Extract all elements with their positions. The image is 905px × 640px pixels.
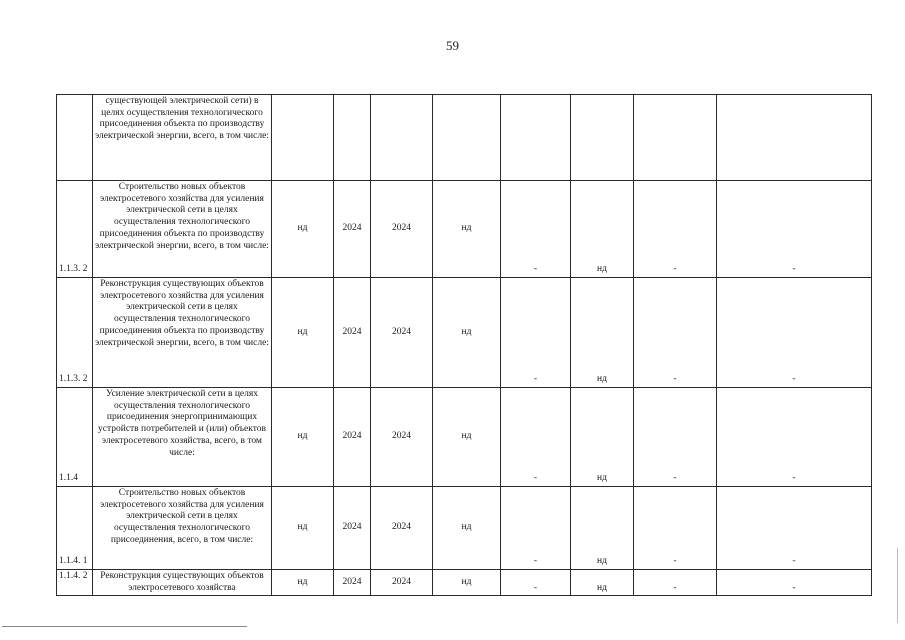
- cell-value: нд: [571, 278, 634, 388]
- table-row: [57, 95, 872, 181]
- cell-value: [717, 95, 872, 181]
- row-number: 1.1.4. 2: [57, 570, 93, 596]
- cell-value: нд: [433, 181, 501, 278]
- cell-value: -: [634, 388, 717, 487]
- cell-value: [634, 95, 717, 181]
- cell-value: -: [501, 570, 571, 596]
- table-row: [57, 181, 872, 278]
- cell-value: -: [717, 181, 872, 278]
- cell-value: нд: [272, 278, 334, 388]
- cell-value: -: [501, 388, 571, 487]
- cell-start-year: 2024: [334, 388, 371, 487]
- scan-edge-line: [897, 548, 898, 623]
- cell-start-year: 2024: [334, 181, 371, 278]
- cell-value: нд: [272, 181, 334, 278]
- row-number: [57, 95, 93, 181]
- cell-value: -: [717, 278, 872, 388]
- cell-value: нд: [272, 570, 334, 596]
- table-row: [57, 278, 872, 388]
- cell-value: -: [501, 278, 571, 388]
- cell-value: -: [634, 278, 717, 388]
- row-description: Строительство новых объектов электросетевого хозяйства для усиления электрической сети в целях осуществления технологического присоединения, всего, в том числе:: [93, 487, 272, 570]
- cell-start-year: 2024: [334, 487, 371, 570]
- cell-end-year: 2024: [371, 487, 433, 570]
- row-number: 1.1.3. 2: [57, 181, 93, 278]
- investment-table: [56, 94, 872, 596]
- cell-value: нд: [272, 388, 334, 487]
- page-number: 59: [446, 38, 459, 53]
- cell-value: нд: [571, 181, 634, 278]
- row-description: Усиление электрической сети в целях осуществления технологического присоединения энергопринимающих устройств потребителей и (или) объектов электросетевого хозяйства, всего, в том числе:: [93, 388, 272, 487]
- cell-value: [571, 95, 634, 181]
- cell-start-year: 2024: [334, 278, 371, 388]
- cell-value: -: [717, 388, 872, 487]
- cell-value: [272, 95, 334, 181]
- cell-value: -: [634, 181, 717, 278]
- cell-value: -: [717, 570, 872, 596]
- bottom-rule: [2, 626, 247, 627]
- row-description: Реконструкция существующих объектов электросетевого хозяйства: [93, 570, 272, 596]
- cell-value: нд: [571, 570, 634, 596]
- cell-end-year: 2024: [371, 181, 433, 278]
- row-number: 1.1.3. 2: [57, 278, 93, 388]
- cell-end-year: [371, 95, 433, 181]
- cell-value: нд: [433, 278, 501, 388]
- cell-value: -: [634, 487, 717, 570]
- row-number: 1.1.4: [57, 388, 93, 487]
- cell-end-year: 2024: [371, 278, 433, 388]
- cell-start-year: [334, 95, 371, 181]
- cell-value: [433, 95, 501, 181]
- cell-value: нд: [571, 487, 634, 570]
- cell-value: нд: [272, 487, 334, 570]
- table-row: [57, 388, 872, 487]
- row-description: Строительство новых объектов электросетевого хозяйства для усиления электрической сети в целях осуществления технологического присоединения объекта по производству электрической энергии, всего, в том числе:: [93, 181, 272, 278]
- cell-end-year: 2024: [371, 388, 433, 487]
- cell-value: нд: [571, 388, 634, 487]
- cell-end-year: 2024: [371, 570, 433, 596]
- cell-value: [501, 95, 571, 181]
- cell-value: -: [717, 487, 872, 570]
- table-row: [57, 487, 872, 570]
- cell-start-year: 2024: [334, 570, 371, 596]
- cell-value: нд: [433, 388, 501, 487]
- table-row: [57, 570, 872, 596]
- cell-value: -: [501, 181, 571, 278]
- row-description: Реконструкция существующих объектов электросетевого хозяйства для усиления электрической сети в целях осуществления технологического присоединения объекта по производству электрической энергии, всего, в том числе:: [93, 278, 272, 388]
- row-description: существующей электрической сети) в целях осуществления технологического присоединения объекта по производству электрической энергии, всего, в том числе:: [93, 95, 272, 181]
- cell-value: нд: [433, 570, 501, 596]
- cell-value: -: [634, 570, 717, 596]
- cell-value: нд: [433, 487, 501, 570]
- cell-value: -: [501, 487, 571, 570]
- row-number: 1.1.4. 1: [57, 487, 93, 570]
